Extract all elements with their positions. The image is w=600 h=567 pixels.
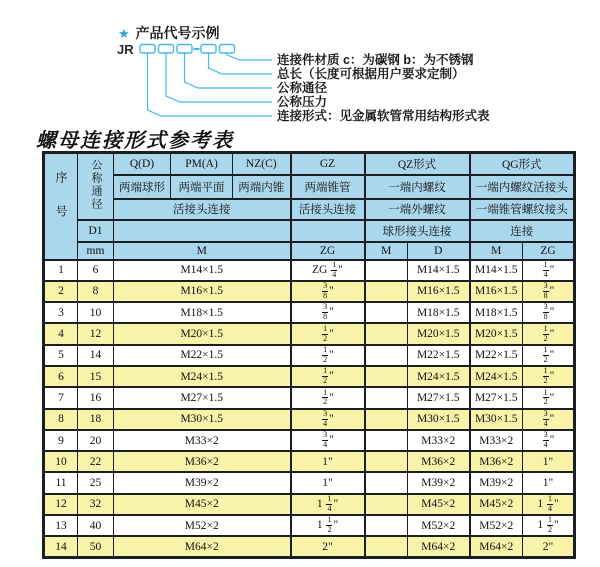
cell-qz-d: M20×1.5: [408, 323, 470, 344]
leader-line-material: [227, 53, 272, 60]
cell-qg-zg: $\frac{3}{8}$ ": [523, 302, 575, 323]
cell-qz-m: [365, 323, 408, 344]
cell-gz: 1 $\frac{1}{2}$ ": [291, 515, 365, 536]
cell-m-thread: M18×1.5: [114, 302, 291, 323]
diagram-heading-text: 产品代号示例: [135, 25, 220, 41]
cell-dn-mm: 18: [78, 409, 114, 430]
cell-qz-m: [365, 260, 408, 281]
cell-index: 4: [44, 323, 78, 344]
cell-qz-d: M64×2: [408, 536, 470, 557]
cell-index: 3: [44, 302, 78, 323]
cell-m-thread: M24×1.5: [114, 366, 291, 387]
col-header-index: 序号: [44, 153, 78, 260]
cell-dn-mm: 20: [78, 430, 114, 451]
header-qz-desc1: 一端内螺纹: [365, 175, 470, 199]
header-d1: D1: [78, 220, 114, 242]
cell-m-thread: M22×1.5: [114, 345, 291, 366]
label-material: 连接件材质 c：为碳钢 b：为不锈钢: [277, 53, 474, 67]
table-row: [44, 260, 575, 281]
label-form: 连接形式：见金属软管常用结构形式表: [277, 109, 490, 123]
cell-index: 2: [44, 281, 78, 302]
cell-qg-zg: $\frac{1}{2}$ ": [523, 366, 575, 387]
cell-dn-mm: 10: [78, 302, 114, 323]
header-m: M: [114, 242, 291, 260]
cell-dn-mm: 50: [78, 536, 114, 557]
header-pm-desc: 两端平面: [171, 175, 233, 199]
cell-qg-m: M22×1.5: [470, 345, 523, 366]
cell-qg-m: M45×2: [470, 494, 523, 515]
cell-qz-m: [365, 387, 408, 408]
cell-qz-m: [365, 345, 408, 366]
cell-gz: $\frac{1}{2}$ ": [291, 387, 365, 408]
header-qz-d: D: [408, 242, 470, 260]
table-row: [44, 494, 575, 515]
cell-qz-d: M36×2: [408, 451, 470, 472]
cell-index: 8: [44, 409, 78, 430]
cell-qz-m: [365, 472, 408, 493]
cell-qg-zg: $\frac{1}{2}$ ": [523, 345, 575, 366]
cell-dn-mm: 32: [78, 494, 114, 515]
cell-dn-mm: 40: [78, 515, 114, 536]
cell-qz-m: [365, 536, 408, 557]
cell-qz-m: [365, 451, 408, 472]
cell-qg-m: M39×2: [470, 472, 523, 493]
cell-dn-mm: 22: [78, 451, 114, 472]
table-row: [44, 387, 575, 408]
cell-gz: $\frac{1}{2}$ ": [291, 323, 365, 344]
cell-index: 13: [44, 515, 78, 536]
table-row: [44, 302, 575, 323]
star-icon: ★: [118, 26, 130, 41]
cell-dn-mm: 25: [78, 472, 114, 493]
header-qg-connection: 连接: [470, 220, 575, 242]
cell-qg-m: M64×2: [470, 536, 523, 557]
cell-m-thread: M64×2: [114, 536, 291, 557]
cell-gz: $\frac{3}{4}$ ": [291, 430, 365, 451]
cell-gz: 1": [291, 451, 365, 472]
cell-qz-m: [365, 302, 408, 323]
header-mm: mm: [78, 242, 114, 260]
table-row: [44, 366, 575, 387]
label-pressure: 公称压力: [277, 95, 328, 109]
table-row: [44, 472, 575, 493]
cell-qg-zg: $\frac{3}{4}$ ": [523, 409, 575, 430]
cell-m-thread: M52×2: [114, 515, 291, 536]
cell-index: 9: [44, 430, 78, 451]
cell-qg-zg: 1": [523, 472, 575, 493]
cell-qg-zg: 2": [523, 536, 575, 557]
header-nz-desc: 两端内锥: [233, 175, 291, 199]
table-row: [44, 281, 575, 302]
cell-qg-m: M52×2: [470, 515, 523, 536]
leader-line-diameter: [185, 53, 273, 88]
cell-qz-d: M30×1.5: [408, 409, 470, 430]
col-header-nominal-diameter: 公称通径: [78, 153, 114, 220]
col-header-qd: Q(D): [114, 153, 171, 175]
header-qg-m: M: [470, 242, 523, 260]
cell-qz-m: [365, 366, 408, 387]
cell-index: 6: [44, 366, 78, 387]
cell-gz: 2": [291, 536, 365, 557]
cell-qz-d: M27×1.5: [408, 387, 470, 408]
cell-gz: $\frac{3}{8}$ ": [291, 302, 365, 323]
cell-index: 11: [44, 472, 78, 493]
header-qz-desc2: 一端外螺纹: [365, 199, 470, 220]
cell-dn-mm: 14: [78, 345, 114, 366]
cell-index: 5: [44, 345, 78, 366]
cell-qg-zg: $\frac{1}{2}$ ": [523, 387, 575, 408]
cell-index: 12: [44, 494, 78, 515]
cell-qg-zg: $\frac{3}{8}$ ": [523, 281, 575, 302]
header-qg-desc2: 一端锥管螺纹接头: [470, 199, 575, 220]
table-row: [44, 409, 575, 430]
label-length: 总长（长度可根据用户要求定制）: [277, 67, 465, 81]
header-qz-m: M: [365, 242, 408, 260]
code-box-3: [177, 45, 192, 54]
nut-connection-table: [42, 151, 576, 559]
cell-qz-m: [365, 281, 408, 302]
col-header-qg: QG形式: [470, 153, 575, 175]
cell-gz: 1 $\frac{1}{4}$ ": [291, 494, 365, 515]
header-empty-m: [114, 220, 291, 242]
table-title: 螺母连接形式参考表: [36, 128, 234, 152]
cell-m-thread: M27×1.5: [114, 387, 291, 408]
cell-gz: $\frac{1}{2}$ ": [291, 345, 365, 366]
cell-dn-mm: 6: [78, 260, 114, 281]
col-header-gz: GZ: [291, 153, 365, 175]
cell-qz-d: M33×2: [408, 430, 470, 451]
cell-qz-d: M22×1.5: [408, 345, 470, 366]
cell-qg-m: M36×2: [470, 451, 523, 472]
header-empty-gz: [291, 220, 365, 242]
cell-qz-d: M39×2: [408, 472, 470, 493]
cell-qg-zg: 1 $\frac{1}{4}$ ": [523, 494, 575, 515]
table-row: [44, 515, 575, 536]
cell-qg-m: M33×2: [470, 430, 523, 451]
code-box-2: [159, 45, 174, 54]
cell-qg-m: M27×1.5: [470, 387, 523, 408]
cell-index: 14: [44, 536, 78, 557]
cell-qg-m: M24×1.5: [470, 366, 523, 387]
header-union-connection: 活接头连接: [114, 199, 291, 220]
cell-qz-m: [365, 515, 408, 536]
cell-gz: $\frac{3}{8}$ ": [291, 281, 365, 302]
cell-gz: 1": [291, 472, 365, 493]
cell-qz-m: [365, 430, 408, 451]
code-box-5: [220, 45, 235, 54]
leader-line-length: [209, 53, 273, 74]
cell-index: 10: [44, 451, 78, 472]
col-header-pma: PM(A): [171, 153, 233, 175]
header-gz-desc: 两端锥管: [291, 175, 365, 199]
cell-index: 7: [44, 387, 78, 408]
label-diameter: 公称通径: [277, 81, 328, 95]
table-header: [44, 153, 575, 260]
cell-gz: $\frac{1}{2}$ ": [291, 366, 365, 387]
cell-m-thread: M33×2: [114, 430, 291, 451]
cell-dn-mm: 12: [78, 323, 114, 344]
table-row: [44, 430, 575, 451]
table-row: [44, 451, 575, 472]
cell-qz-d: M45×2: [408, 494, 470, 515]
header-qz-connection: 球形接头连接: [365, 220, 470, 242]
cell-m-thread: M16×1.5: [114, 281, 291, 302]
cell-qz-m: [365, 494, 408, 515]
code-box-1: [140, 45, 155, 54]
cell-qg-zg: $\frac{1}{2}$ ": [523, 323, 575, 344]
cell-qg-m: M30×1.5: [470, 409, 523, 430]
cell-m-thread: M30×1.5: [114, 409, 291, 430]
table-body: [44, 260, 575, 558]
table-row: [44, 323, 575, 344]
cell-dn-mm: 15: [78, 366, 114, 387]
cell-m-thread: M36×2: [114, 451, 291, 472]
cell-qg-m: M18×1.5: [470, 302, 523, 323]
header-qg-desc1: 一端内螺纹活接头: [470, 175, 575, 199]
product-code-prefix: JR: [117, 42, 134, 57]
cell-qg-zg: $\frac{3}{4}$ ": [523, 430, 575, 451]
code-box-4: [201, 45, 216, 54]
cell-qg-m: M16×1.5: [470, 281, 523, 302]
table-row: [44, 345, 575, 366]
cell-qz-m: [365, 409, 408, 430]
cell-qz-d: M16×1.5: [408, 281, 470, 302]
cell-qz-d: M52×2: [408, 515, 470, 536]
cell-index: 1: [44, 260, 78, 281]
cell-qg-zg: 1": [523, 451, 575, 472]
table-row: [44, 536, 575, 557]
cell-qz-d: M18×1.5: [408, 302, 470, 323]
col-header-nzc: NZ(C): [233, 153, 291, 175]
cell-qg-zg: $\frac{1}{4}$ ": [523, 260, 575, 281]
cell-qz-d: M14×1.5: [408, 260, 470, 281]
cell-dn-mm: 8: [78, 281, 114, 302]
col-header-qz: QZ形式: [365, 153, 470, 175]
cell-qg-m: M20×1.5: [470, 323, 523, 344]
cell-qg-zg: 1 $\frac{1}{2}$ ": [523, 515, 575, 536]
cell-qz-d: M24×1.5: [408, 366, 470, 387]
cell-gz: ZG $\frac{1}{4}$ ": [291, 260, 365, 281]
cell-gz: $\frac{3}{4}$ ": [291, 409, 365, 430]
header-gz-connection: 活接头连接: [291, 199, 365, 220]
cell-qg-m: M14×1.5: [470, 260, 523, 281]
header-qg-zg: ZG: [523, 242, 575, 260]
cell-m-thread: M20×1.5: [114, 323, 291, 344]
cell-dn-mm: 16: [78, 387, 114, 408]
cell-m-thread: M45×2: [114, 494, 291, 515]
cell-m-thread: M39×2: [114, 472, 291, 493]
header-q-desc: 两端球形: [114, 175, 171, 199]
cell-m-thread: M14×1.5: [114, 260, 291, 281]
header-zg: ZG: [291, 242, 365, 260]
